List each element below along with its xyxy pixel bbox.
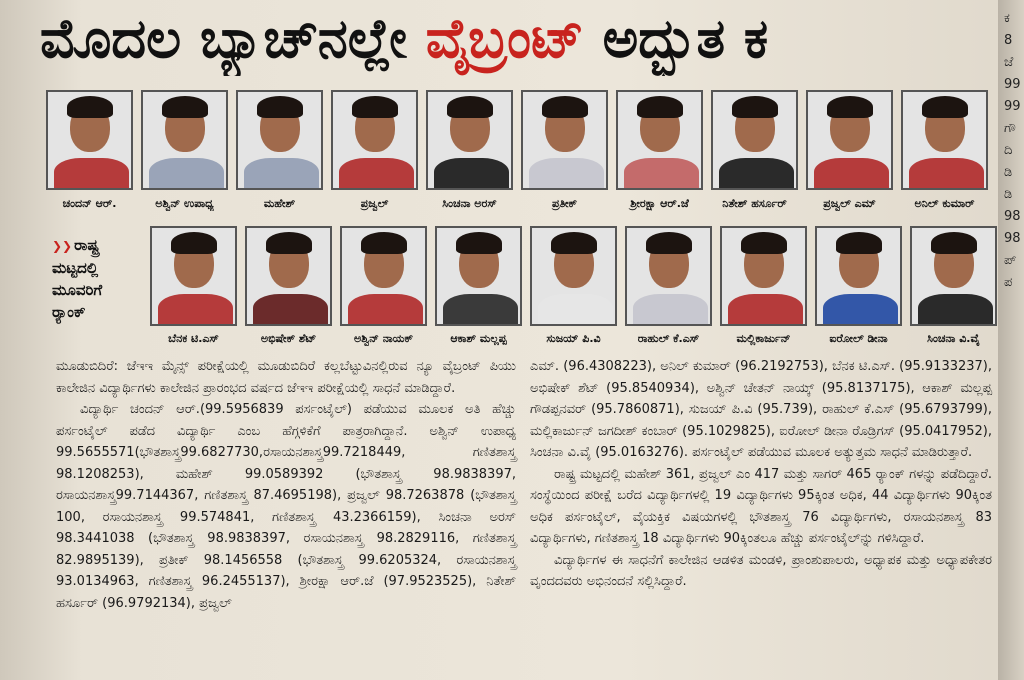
student-name: ಅಭಿಷೇಕ್ ಶೆಟ್: [260, 332, 317, 345]
student-photo: [806, 90, 893, 190]
student-photo: [901, 90, 988, 190]
student-hair: [922, 96, 968, 118]
student-hair: [827, 96, 873, 118]
photo-row-1: [46, 90, 988, 190]
student-hair: [352, 96, 398, 118]
student-shirt: [443, 294, 518, 326]
rank-callout: [52, 234, 142, 338]
student-hair: [266, 232, 312, 254]
side-text: 98: [1004, 231, 1021, 246]
rank-line-3: ಮೂವರಿಗೆ: [52, 281, 103, 299]
student-shirt: [54, 158, 129, 190]
student-hair: [456, 232, 502, 254]
article-paragraph: ವಿದ್ಯಾರ್ಥಿಗಳ ಈ ಸಾಧನೆಗೆ ಕಾಲೇಜಿನ ಆಡಳಿತ ಮಂಡಳಿ, ಪ್ರಾಂಶುಪಾಲರು, ಅಧ್ಯಾಪಕ ಮತ್ತು ಅಧ್ಯಾಪಕೇತರ ವೃಂದದವರು ಅಭಿನಂದನೆ ಸಲ್ಲಿಸಿದ್ದಾರೆ.: [530, 552, 992, 589]
student-name: ಅಶ್ವಿನ್ ಉಪಾಧ್ಯ: [155, 197, 214, 210]
student-photo: [625, 226, 712, 326]
student-name: ಪ್ರತೀಕ್: [551, 197, 578, 210]
side-text: 8: [1004, 33, 1013, 48]
student-shirt: [339, 158, 414, 190]
student-photo: [340, 226, 427, 326]
student-shirt: [823, 294, 898, 326]
student-name: ಆಕಾಶ್ ಮಲ್ಲಪ್ಪ: [450, 332, 507, 345]
student-name: ಪ್ರಜ್ವಲ್: [360, 197, 389, 210]
student-name: ಬೆನಕ ಟಿ.ಎಸ್: [168, 332, 219, 345]
rank-line-2: ಮಟ್ಟದಲ್ಲಿ: [52, 259, 99, 277]
photo-row-2: [150, 226, 997, 326]
student-shirt: [149, 158, 224, 190]
headline-black-end: ಅದ್ಭುತ ಕ: [583, 7, 769, 70]
student-hair: [931, 232, 977, 254]
article-paragraph: ಎಮ್. (96.4308223), ಅನಿಲ್ ಕುಮಾರ್ (96.2192753), ಬೆನಕ ಟಿ.ಎಸ್. (95.9133237), ಅಭಿಷೇಕ್ ಶೆಟ್ (95.8540934), ಅಶ್ವಿನ್ ಚೇತನ್ ನಾಯ್ಕ್ (95.8137175), ಆಕಾಶ್ ಮಲ್ಲಪ್ಪ ಗೌಡಪ್ಪನವರ್ (95.7860871), ಸುಜಯ್ ಪಿ.ವಿ (95.739), ರಾಹುಲ್ ಕೆ.ಎಸ್ (95.6793799), ಮಲ್ಲಿಕಾರ್ಜುನ್ ಜಗದೀಶ್ ಕಂಬಾರ್ (95.1029825), ಐರೋಲ್ ಡೀನಾ ರೊಡ್ರಿಗಸ್ (95.0417952), ಸಿಂಚನಾ ವಿ.ವೈ (95.0163276). ಪರ್ಸಂಟೈಲ್ ಪಡೆಯುವ ಮೂಲಕ ಅತ್ಯುತ್ತಮ ಸಾಧನೆ ಮಾಡಿರುತ್ತಾರೆ.: [530, 359, 992, 460]
student-hair: [551, 232, 597, 254]
side-text: ಜೆ: [1004, 55, 1014, 70]
side-text: 99: [1004, 77, 1021, 92]
student-photo: [245, 226, 332, 326]
student-hair: [646, 232, 692, 254]
student-photo: [720, 226, 807, 326]
headline-black-start: ಮೊದಲ ಬ್ಯಾಚ್‌ನಲ್ಲೇ: [40, 7, 426, 70]
student-photo: [910, 226, 997, 326]
student-hair: [542, 96, 588, 118]
student-hair: [637, 96, 683, 118]
side-text: ಕ: [1004, 11, 1010, 26]
adjacent-article-edge: [1004, 8, 1021, 294]
student-hair: [836, 232, 882, 254]
student-hair: [741, 232, 787, 254]
student-shirt: [909, 158, 984, 190]
student-shirt: [529, 158, 604, 190]
side-text: 98: [1004, 209, 1021, 224]
student-shirt: [918, 294, 993, 326]
student-shirt: [158, 294, 233, 326]
side-text: ಡಿ: [1004, 187, 1013, 202]
student-hair: [447, 96, 493, 118]
article-paragraph: ಮೂಡುಬಿದಿರೆ: ಜೆಇಇ ಮೈನ್ಸ್ ಪರೀಕ್ಷೆಯಲ್ಲಿ ಮೂಡುಬಿದಿರೆ ಕಲ್ಲಬೆಟ್ಟುವಿನಲ್ಲಿರುವ ನ್ಯೂ ವೈಬ್ರಂಟ್ ಪಿಯು ಕಾಲೇಜಿನ ವಿದ್ಯಾರ್ಥಿಗಳು ಕಾಲೇಜಿನ ಪ್ರಾರಂಭದ ವರ್ಷದ ಜೆಇಇ ಪರೀಕ್ಷೆಯಲ್ಲಿ ಸಾಧನೆ ಮಾಡಿದ್ದಾರೆ.: [56, 359, 516, 396]
side-text: ಡಿ: [1004, 165, 1013, 180]
student-shirt: [633, 294, 708, 326]
student-hair: [257, 96, 303, 118]
side-text: ಪ್: [1004, 253, 1017, 268]
student-name: ಸಿಂಚನಾ ಅರಸ್: [442, 197, 497, 210]
student-shirt: [728, 294, 803, 326]
student-shirt: [814, 158, 889, 190]
student-shirt: [348, 294, 423, 326]
article-paragraph: ವಿದ್ಯಾರ್ಥಿ ಚಂದನ್ ಆರ್.(99.5956839 ಪರ್ಸಂಟೈಲ್) ಪಡೆಯುವ ಮೂಲಕ ಅತಿ ಹೆಚ್ಚು ಪರ್ಸಂಟೈಲ್ ಪಡೆದ ವಿದ್ಯಾರ್ಥಿ ಎಂಬ ಹೆಗ್ಗಳಿಕೆಗೆ ಪಾತ್ರರಾಗಿದ್ದಾನೆ. ಅಶ್ವಿನ್ ಉಪಾಧ್ಯ 99.5655571(ಭೌತಶಾಸ್ತ್ರ99.6827730,ರಸಾಯನಶಾಸ್ತ್ರ99.7218449, ಗಣಿತಶಾಸ್ತ್ರ 98.1208253), ಮಹೇಶ್ 99.0589392 (ಭೌತಶಾಸ್ತ್ರ 98.9838397, ರಸಾಯನಶಾಸ್ತ್ರ99.7144367, ಗಣಿತಶಾಸ್ತ್ರ 87.4695198), ಪ್ರಜ್ವಲ್ 98.7263878 (ಭೌತಶಾಸ್ತ್ರ 100, ರಸಾಯನಶಾಸ್ತ್ರ 99.574841, ಗಣಿತಶಾಸ್ತ್ರ 43.2366159), ಸಿಂಚನಾ ಅರಸ್ 98.3441038 (ಭೌತಶಾಸ್ತ್ರ 98.9838397, ರಸಾಯನಶಾಸ್ತ್ರ 98.2829116, ಗಣಿತಶಾಸ್ತ್ರ 82.9895139), ಪ್ರತೀಕ್ 98.1456558 (ಭೌತಶಾಸ್ತ್ರ 99.6205324, ರಸಾಯನಶಾಸ್ತ್ರ 93.0134963, ಗಣಿತಶಾಸ್ತ್ರ 96.2455137), ಶ್ರೀರಕ್ಷಾ ಆರ್.ಜೆ (97.9523525), ನಿತೇಶ್ ಹರ್ಸೂರ್ (96.9792134), ಪ್ರಜ್ವಲ್: [56, 402, 516, 611]
student-shirt: [624, 158, 699, 190]
headline-red-word: ವೈಬ್ರಂಟ್: [425, 7, 584, 70]
rank-line-1: ರಾಷ್ಟ್ರ: [74, 236, 100, 254]
names-row-1: [46, 197, 988, 211]
student-hair: [67, 96, 113, 118]
student-hair: [171, 232, 217, 254]
student-name: ಶ್ರೀರಕ್ಷಾ ಆರ್.ಜೆ: [630, 197, 689, 210]
student-photo: [46, 90, 133, 190]
student-photo: [150, 226, 237, 326]
side-text: 99: [1004, 99, 1021, 114]
headline: [40, 2, 1000, 76]
student-name: ಅನಿಲ್ ಕುಮಾರ್: [914, 197, 975, 210]
student-photo: [815, 226, 902, 326]
student-shirt: [434, 158, 509, 190]
student-hair: [162, 96, 208, 118]
student-hair: [361, 232, 407, 254]
student-photo: [711, 90, 798, 190]
student-photo: [530, 226, 617, 326]
student-name: ಮಲ್ಲಿಕಾರ್ಜುನ್: [736, 332, 791, 345]
side-text: ದಿ: [1004, 143, 1013, 158]
student-name: ಐರೋಲ್ ಡೀನಾ: [829, 332, 888, 345]
student-shirt: [253, 294, 328, 326]
student-photo: [141, 90, 228, 190]
student-name: ಚಂದನ್ ಆರ್.: [62, 197, 117, 210]
student-photo: [236, 90, 323, 190]
article-right-column: [530, 356, 992, 593]
student-name: ರಾಹುಲ್ ಕೆ.ಎಸ್: [637, 332, 700, 345]
student-name: ಮಹೇಶ್: [263, 197, 296, 210]
student-shirt: [538, 294, 613, 326]
student-photo: [426, 90, 513, 190]
student-hair: [732, 96, 778, 118]
article-paragraph: ರಾಷ್ಟ್ರ ಮಟ್ಟದಲ್ಲಿ ಮಹೇಶ್ 361, ಪ್ರಜ್ವಲ್ ಎಂ 417 ಮತ್ತು ಸಾಗರ್ 465 ರ್‍ಯಾಂಕ್ ಗಳನ್ನು ಪಡೆದಿದ್ದಾರೆ. ಸಂಸ್ಥೆಯಿಂದ ಪರೀಕ್ಷೆ ಬರೆದ ವಿದ್ಯಾರ್ಥಿಗಳಲ್ಲಿ 19 ವಿದ್ಯಾರ್ಥಿಗಳು 95ಕ್ಕಿಂತ ಅಧಿಕ, 44 ವಿದ್ಯಾರ್ಥಿಗಳು 90ಕ್ಕಿಂತ ಅಧಿಕ ಪರ್ಸಂಟೈಲ್, ವೈಯಕ್ತಿಕ ವಿಷಯಗಳಲ್ಲಿ ಭೌತಶಾಸ್ತ್ರ 76 ವಿದ್ಯಾರ್ಥಿಗಳು, ರಸಾಯನಶಾಸ್ತ್ರ 83 ವಿದ್ಯಾರ್ಥಿಗಳು, ಗಣಿತಶಾಸ್ತ್ರ 18 ವಿದ್ಯಾರ್ಥಿಗಳು 90ಕ್ಕಿಂತಲೂ ಹೆಚ್ಚು ಪರ್ಸಂಟೈಲ್‌ನ್ನು ಗಳಿಸಿದ್ದಾರೆ.: [530, 466, 992, 546]
student-photo: [435, 226, 522, 326]
rank-line-4: ರ್‍ಯಾಂಕ್: [52, 303, 86, 321]
student-photo: [331, 90, 418, 190]
names-row-2: [150, 332, 997, 346]
student-photo: [616, 90, 703, 190]
article-left-column: [56, 356, 516, 614]
side-text: ಗೌ: [1004, 121, 1016, 136]
student-shirt: [719, 158, 794, 190]
student-name: ಸಿಂಚನಾ ವಿ.ವೈ: [927, 332, 980, 345]
student-shirt: [244, 158, 319, 190]
student-photo: [521, 90, 608, 190]
side-text: ಪ: [1004, 275, 1013, 290]
student-name: ಅಶ್ವಿನ್ ನಾಯಕ್: [353, 332, 414, 345]
student-name: ಪ್ರಜ್ವಲ್ ಎಮ್: [823, 197, 876, 210]
arrow-icon: ❯❯: [52, 239, 73, 253]
student-name: ನಿತೇಶ್ ಹರ್ಸೂರ್: [722, 197, 787, 210]
student-name: ಸುಜಯ್ ಪಿ.ವಿ: [546, 332, 601, 345]
